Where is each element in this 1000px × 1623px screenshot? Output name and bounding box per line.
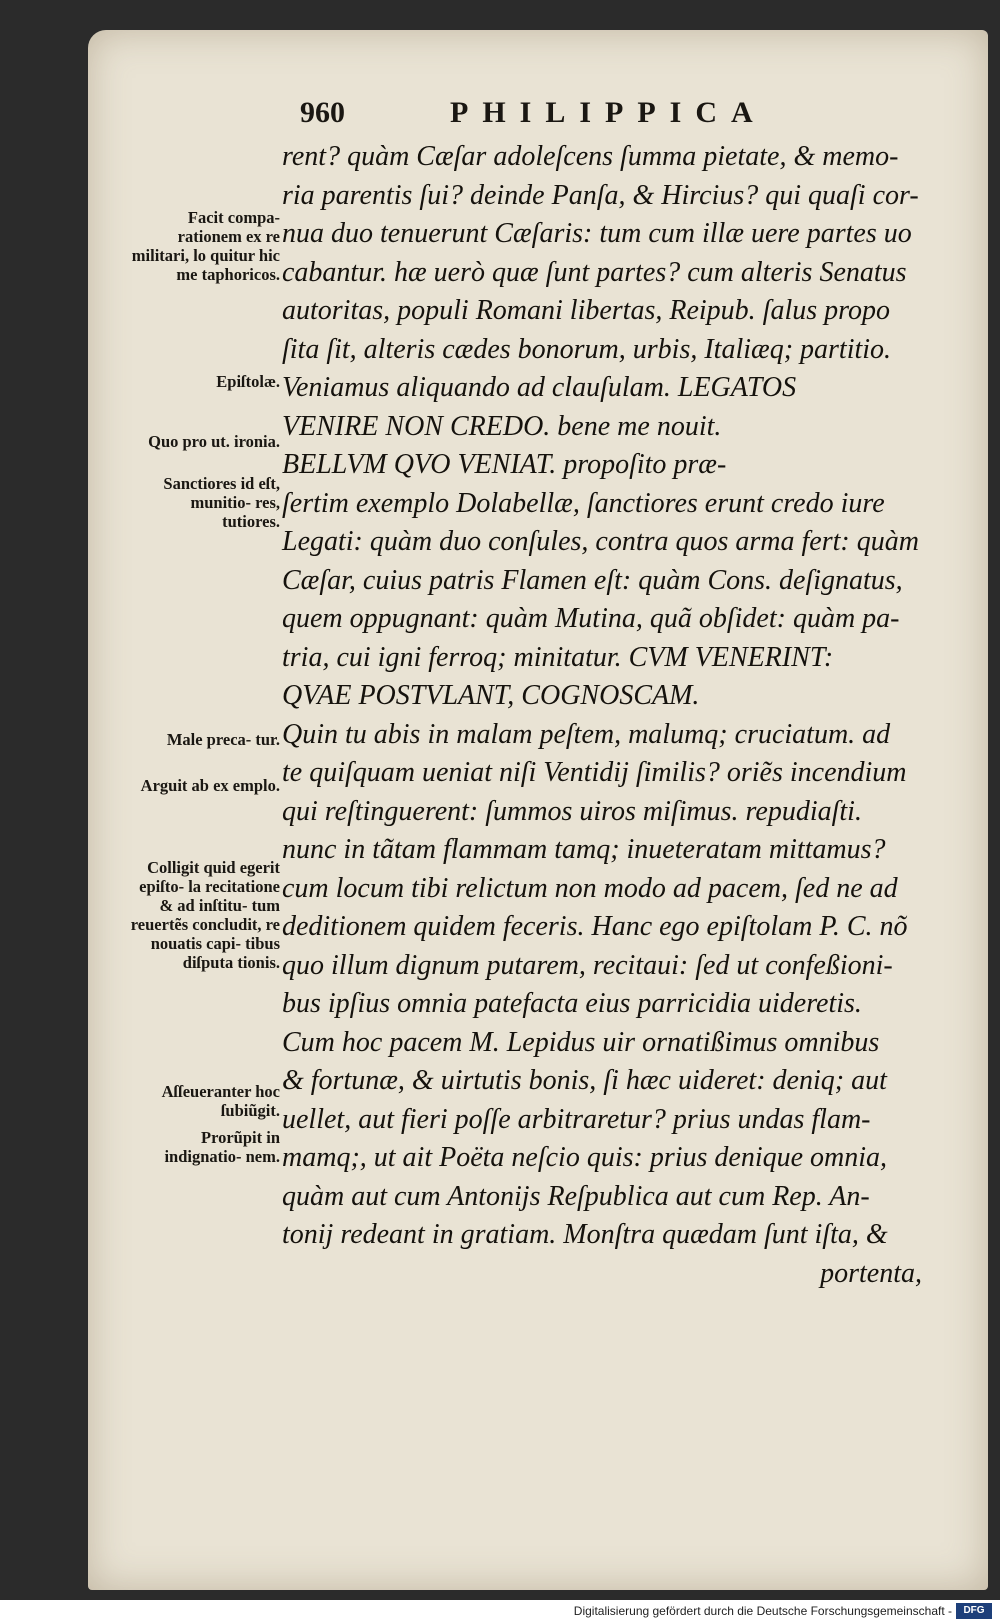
text-line: Veniamus aliquando ad clauſulam. LEGATOS	[282, 372, 797, 403]
text-line: mamq;, ut ait Poëta neſcio quis: prius denique omnia,	[282, 1142, 888, 1173]
margin-note: Colligit quid egerit epiſto- la recitatione & ad inſtitu- tum reuertẽs concludit, re nouatis capi- tibus diſputa tionis.	[130, 858, 280, 972]
running-title: PHILIPPICA	[450, 96, 767, 129]
text-line: VENIRE NON CREDO. bene me nouit.	[282, 410, 722, 442]
text-line: rent? quàm Cæſar adoleſcens ſumma pietate, & memo-	[282, 141, 899, 172]
text-line: ſertim exemplo Dolabellæ, ſanctiores erunt credo iure	[282, 487, 885, 519]
text-line: bus ipſius omnia patefacta eius parricidia uideretis.	[282, 988, 862, 1019]
text-line: nua duo tenuerunt Cæſaris: tum cum illæ uere partes uo	[282, 218, 912, 249]
text-line: Cæſar, cuius patris Flamen eſt: quàm Cons. deſignatus,	[282, 564, 903, 596]
margin-note: Facit compa- rationem ex re militari, lo quitur hic me taphoricos.	[131, 208, 280, 284]
footer-bar	[0, 1600, 1000, 1623]
margin-note: Aſſeueranter hoc ſubiũgit.	[161, 1082, 280, 1120]
text-line: ſita ſit, alteris cædes bonorum, urbis, Italiæq; partitio.	[282, 333, 892, 365]
text-line: ria parentis ſui? deinde Panſa, & Hircius? qui quaſi cor-	[282, 179, 919, 211]
text-line: quàm aut cum Antonijs Reſpublica aut cum Rep. An-	[282, 1180, 870, 1212]
text-line: tria, cui igni ferroq; minitatur. CVM VENERINT:	[282, 641, 834, 673]
margin-note: Quo pro ut. ironia.	[148, 432, 280, 451]
text-line: cabantur. hæ uerò quæ ſunt partes? cum alteris Senatus	[282, 256, 907, 288]
margin-note: Sanctiores id eſt, munitio- res, tutiores.	[163, 474, 280, 531]
catchword: portenta,	[820, 1257, 922, 1289]
text-line: te quiſquam ueniat niſi Ventidij ſimilis? oriẽs incendium	[282, 757, 907, 788]
text-line: cum locum tibi relictum non modo ad pacem, ſed ne ad	[282, 872, 898, 904]
text-line: nunc in tãtam flammam tamq; inueteratam mittamus?	[282, 834, 886, 865]
text-line: uellet, aut fieri poſſe arbitraretur? prius undas flam-	[282, 1103, 871, 1135]
text-line: quo illum dignum putarem, recitaui: ſed ut confeßioni-	[282, 949, 893, 981]
text-line: Quin tu abis in malam peſtem, malumq; cruciatum. ad	[282, 718, 891, 750]
text-line: BELLVM QVO VENIAT. propoſito præ-	[282, 449, 727, 480]
margin-note: Arguit ab ex emplo.	[140, 776, 280, 795]
page-number: 960	[300, 96, 345, 129]
text-line: autoritas, populi Romani libertas, Reipub. ſalus propo	[282, 295, 890, 326]
text-line: Cum hoc pacem M. Lepidus uir ornatißimus omnibus	[282, 1026, 880, 1058]
text-line: QVAE POSTVLANT, COGNOSCAM.	[282, 680, 700, 711]
margin-note: Epiſtolæ.	[216, 372, 280, 391]
text-line: quem oppugnant: quàm Mutina, quã obſidet: quàm pa-	[282, 603, 900, 634]
text-line: tonij redeant in gratiam. Monſtra quædam ſunt iſta, &	[282, 1219, 888, 1250]
body-text	[282, 138, 922, 1293]
text-line: Legati: quàm duo conſules, contra quos arma fert: quàm	[282, 526, 919, 557]
text-line: qui reſtinguerent: ſummos uiros miſimus. repudiaſti.	[282, 795, 862, 827]
text-line: & fortunæ, & uirtutis bonis, ſi hæc uideret: deniq; aut	[282, 1065, 887, 1096]
text-line: deditionem quidem feceris. Hanc ego epiſtolam P. C. nõ	[282, 911, 908, 942]
page-header	[300, 96, 920, 136]
margin-note: Prorũpit in indignatio- nem.	[164, 1128, 280, 1166]
footer-credit: Digitalisierung gefördert durch die Deutsche Forschungsgemeinschaft -	[573, 1604, 952, 1618]
margin-note: Male preca- tur.	[166, 730, 280, 749]
dfg-logo: DFG	[956, 1603, 992, 1619]
